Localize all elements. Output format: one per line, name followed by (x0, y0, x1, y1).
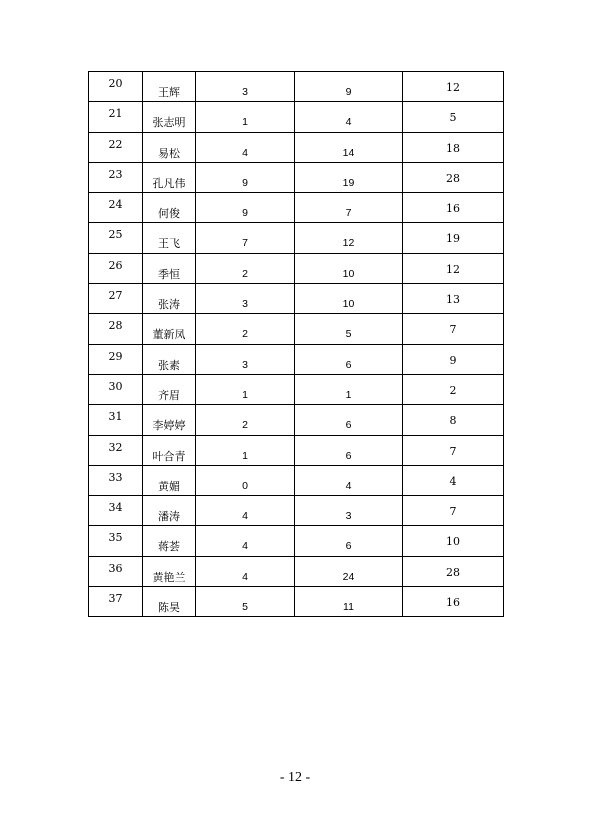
table-row (89, 465, 504, 495)
name-cell (143, 72, 196, 102)
value-b-text: 7 (345, 207, 352, 220)
table-row (89, 374, 504, 404)
value-a-text: 4 (242, 540, 248, 553)
name-text: 齐眉 (158, 388, 180, 402)
row-number-text: 27 (108, 289, 123, 303)
total-cell (403, 556, 504, 586)
total-cell (403, 284, 504, 314)
row-number-text: 21 (108, 107, 123, 121)
row-number-text: 20 (108, 77, 123, 90)
total-cell (403, 435, 504, 465)
table-row (89, 496, 504, 526)
value-b-cell (295, 102, 403, 132)
value-b-text: 10 (342, 267, 355, 280)
value-b-text: 11 (343, 601, 354, 614)
name-cell (143, 132, 196, 162)
total-text: 19 (446, 232, 460, 246)
value-a-cell (196, 405, 295, 435)
total-text: 28 (446, 565, 460, 579)
table-row (89, 72, 504, 102)
table-row (89, 132, 504, 162)
name-cell (143, 193, 196, 223)
row-number-text: 34 (108, 501, 123, 515)
total-cell (403, 587, 504, 617)
value-a-text: 3 (242, 86, 248, 98)
row-number-cell (89, 284, 143, 314)
value-a-text: 0 (242, 479, 248, 492)
row-number-cell (89, 526, 143, 556)
name-text: 陈昊 (158, 601, 180, 615)
value-b-text: 1 (345, 388, 352, 401)
row-number-cell (89, 587, 143, 617)
name-text: 张涛 (158, 298, 180, 312)
total-text: 10 (446, 535, 460, 549)
value-a-text: 2 (242, 419, 248, 432)
value-a-cell (196, 587, 295, 617)
total-text: 12 (446, 81, 460, 94)
row-number-text: 32 (108, 440, 123, 454)
total-text: 9 (449, 353, 457, 367)
total-text: 5 (449, 111, 457, 125)
value-b-text: 4 (345, 116, 352, 129)
value-b-cell (295, 526, 403, 556)
name-cell (143, 102, 196, 132)
value-b-text: 9 (345, 86, 352, 98)
total-text: 28 (446, 171, 460, 185)
score-table-body (89, 72, 504, 617)
row-number-text: 30 (108, 379, 123, 393)
name-cell (143, 435, 196, 465)
table-row (89, 556, 504, 586)
name-cell (143, 587, 196, 617)
value-b-cell (295, 193, 403, 223)
value-a-cell (196, 374, 295, 404)
row-number-cell (89, 405, 143, 435)
value-a-text: 7 (242, 237, 248, 250)
value-b-text: 12 (342, 237, 355, 250)
row-number-cell (89, 556, 143, 586)
page-number: - 12 - (279, 770, 311, 785)
row-number-cell (89, 253, 143, 283)
name-text: 黄媚 (158, 479, 180, 493)
value-b-text: 6 (345, 540, 352, 553)
row-number-cell (89, 102, 143, 132)
value-a-cell (196, 253, 295, 283)
name-text: 蒋荟 (158, 540, 180, 554)
value-b-text: 4 (345, 479, 352, 492)
row-number-cell (89, 223, 143, 253)
row-number-cell (89, 374, 143, 404)
name-text: 董新凤 (152, 328, 186, 342)
total-text: 18 (446, 141, 460, 155)
table-row (89, 435, 504, 465)
row-number-text: 23 (108, 167, 123, 181)
value-b-text: 24 (342, 570, 355, 583)
row-number-cell (89, 72, 143, 102)
name-text: 易松 (158, 146, 180, 160)
row-number-text: 31 (108, 410, 123, 424)
row-number-text: 29 (108, 349, 123, 363)
name-cell (143, 253, 196, 283)
value-a-cell (196, 162, 295, 192)
value-a-cell (196, 556, 295, 586)
value-b-cell (295, 253, 403, 283)
name-text: 何俊 (158, 207, 180, 221)
row-number-text: 37 (108, 592, 123, 606)
total-text: 16 (446, 596, 460, 610)
value-a-text: 1 (242, 116, 248, 129)
row-number-text: 33 (108, 470, 123, 484)
total-text: 8 (449, 414, 457, 428)
value-a-text: 9 (242, 176, 248, 189)
name-text: 潘涛 (158, 510, 180, 524)
table-row (89, 193, 504, 223)
value-b-text: 6 (345, 358, 352, 371)
value-a-cell (196, 526, 295, 556)
total-cell (403, 162, 504, 192)
value-b-cell (295, 72, 403, 102)
name-cell (143, 556, 196, 586)
total-text: 4 (449, 474, 457, 488)
row-number-cell (89, 193, 143, 223)
value-b-cell (295, 465, 403, 495)
total-text: 7 (449, 505, 457, 519)
total-text: 7 (449, 444, 457, 458)
row-number-cell (89, 162, 143, 192)
total-cell (403, 132, 504, 162)
name-cell (143, 405, 196, 435)
value-a-cell (196, 223, 295, 253)
name-text: 王飞 (158, 237, 180, 251)
name-cell (143, 162, 196, 192)
value-b-text: 14 (342, 146, 355, 159)
value-a-cell (196, 496, 295, 526)
value-a-cell (196, 314, 295, 344)
value-b-text: 6 (345, 449, 352, 462)
value-a-text: 4 (242, 510, 248, 523)
value-a-text: 3 (242, 298, 248, 311)
table-row (89, 102, 504, 132)
value-a-cell (196, 284, 295, 314)
value-b-cell (295, 374, 403, 404)
value-a-cell (196, 132, 295, 162)
value-a-text: 4 (242, 146, 248, 159)
table-row (89, 253, 504, 283)
total-cell (403, 465, 504, 495)
value-b-cell (295, 132, 403, 162)
table-row (89, 223, 504, 253)
row-number-cell (89, 496, 143, 526)
value-b-cell (295, 314, 403, 344)
row-number-text: 26 (108, 258, 123, 272)
total-cell (403, 344, 504, 374)
value-a-cell (196, 102, 295, 132)
value-a-cell (196, 435, 295, 465)
value-b-cell (295, 405, 403, 435)
name-text: 季恒 (158, 267, 180, 281)
name-text: 黄艳兰 (152, 570, 186, 584)
table-row (89, 405, 504, 435)
value-b-cell (295, 556, 403, 586)
value-b-cell (295, 284, 403, 314)
value-a-text: 9 (242, 207, 248, 220)
total-cell (403, 253, 504, 283)
value-a-cell (196, 465, 295, 495)
value-a-text: 1 (242, 449, 248, 462)
table-row (89, 284, 504, 314)
table-row (89, 526, 504, 556)
table-row (89, 314, 504, 344)
name-cell (143, 465, 196, 495)
name-text: 王辉 (158, 86, 180, 99)
row-number-cell (89, 344, 143, 374)
name-cell (143, 223, 196, 253)
value-a-text: 4 (242, 570, 248, 583)
value-a-text: 3 (242, 358, 248, 371)
value-b-text: 3 (345, 510, 352, 523)
value-a-text: 1 (242, 388, 248, 401)
value-b-cell (295, 587, 403, 617)
total-cell (403, 405, 504, 435)
row-number-text: 35 (108, 531, 123, 545)
row-number-text: 36 (108, 561, 123, 575)
value-a-cell (196, 193, 295, 223)
row-number-text: 25 (108, 228, 123, 242)
name-text: 张志明 (152, 116, 186, 130)
row-number-cell (89, 435, 143, 465)
name-text: 孔凡伟 (152, 176, 186, 190)
value-b-cell (295, 344, 403, 374)
value-a-cell (196, 344, 295, 374)
name-cell (143, 344, 196, 374)
value-b-text: 5 (345, 328, 352, 341)
value-b-cell (295, 162, 403, 192)
row-number-cell (89, 132, 143, 162)
name-text: 张素 (158, 358, 180, 372)
value-a-text: 2 (242, 267, 248, 280)
table-row (89, 344, 504, 374)
total-cell (403, 193, 504, 223)
value-b-cell (295, 496, 403, 526)
total-cell (403, 496, 504, 526)
name-cell (143, 496, 196, 526)
value-b-text: 19 (342, 176, 355, 189)
value-b-text: 6 (345, 419, 352, 432)
row-number-cell (89, 465, 143, 495)
total-cell (403, 223, 504, 253)
row-number-text: 22 (108, 137, 123, 151)
total-cell (403, 374, 504, 404)
total-text: 12 (446, 262, 460, 276)
name-cell (143, 314, 196, 344)
value-a-text: 2 (242, 328, 248, 341)
value-b-text: 10 (342, 298, 355, 311)
value-b-cell (295, 223, 403, 253)
row-number-text: 28 (108, 319, 123, 333)
value-a-cell (196, 72, 295, 102)
name-cell (143, 526, 196, 556)
row-number-text: 24 (108, 198, 123, 212)
table-row (89, 587, 504, 617)
total-cell (403, 314, 504, 344)
total-text: 16 (446, 202, 460, 216)
total-cell (403, 526, 504, 556)
name-cell (143, 284, 196, 314)
name-text: 叶合青 (152, 449, 186, 463)
total-text: 7 (449, 323, 457, 337)
total-text: 2 (449, 383, 457, 397)
table-row (89, 162, 504, 192)
total-cell (403, 72, 504, 102)
name-cell (143, 374, 196, 404)
name-text: 李婷婷 (152, 419, 186, 433)
value-a-text: 5 (242, 601, 248, 614)
total-cell (403, 102, 504, 132)
score-table (88, 71, 504, 617)
row-number-cell (89, 314, 143, 344)
value-b-cell (295, 435, 403, 465)
total-text: 13 (446, 293, 460, 307)
